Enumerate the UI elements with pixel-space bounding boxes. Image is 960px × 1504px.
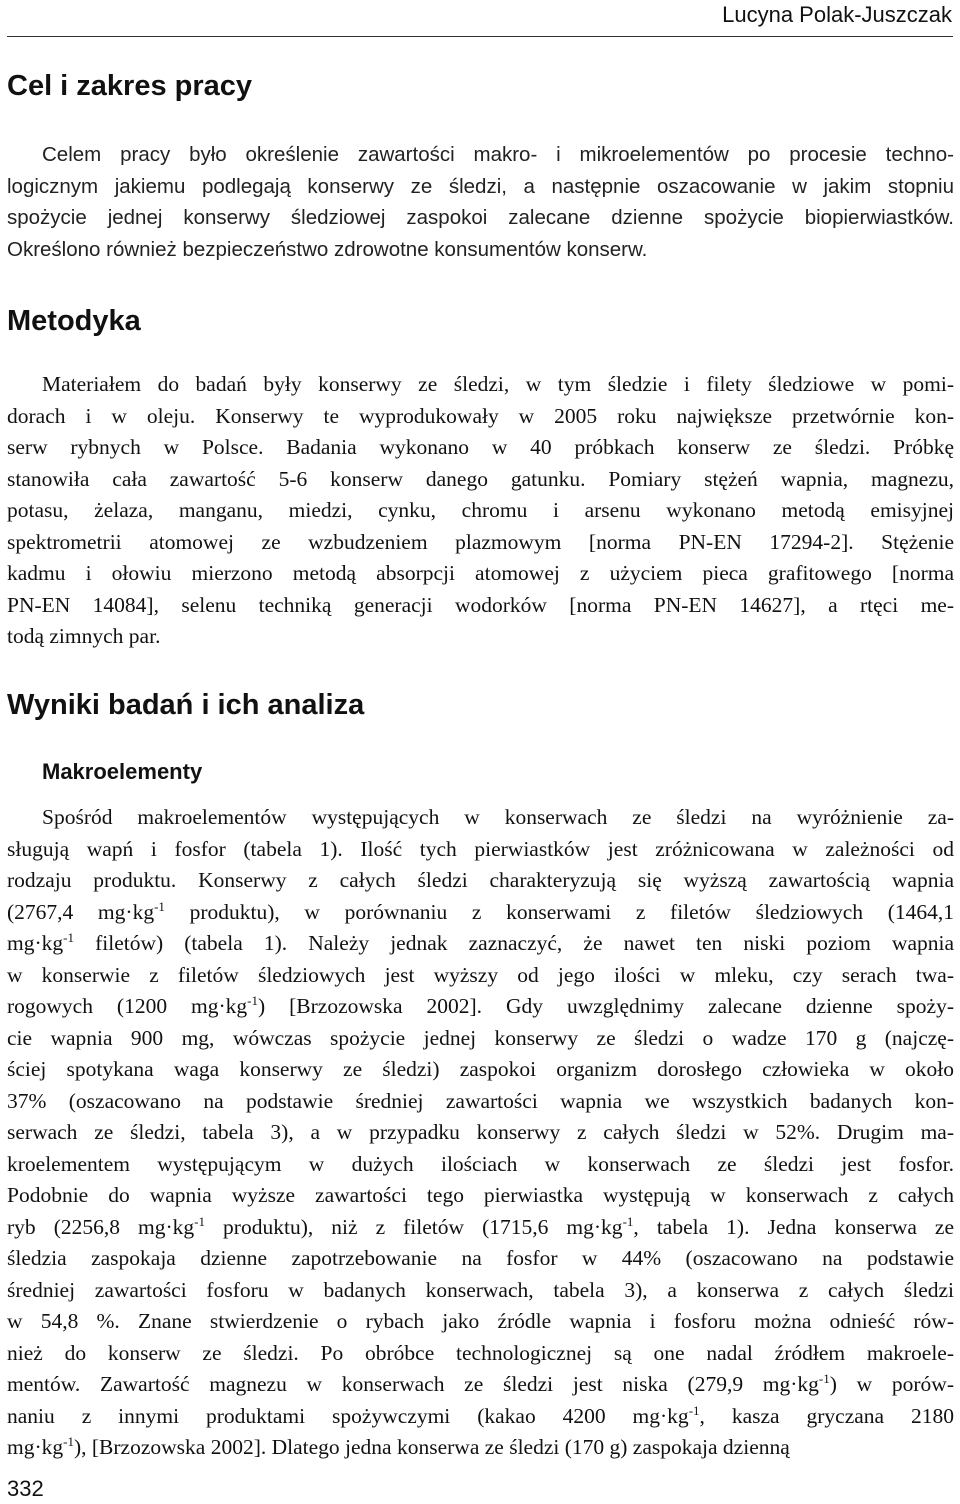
text-run: ryb (2256,8 mg·kg <box>7 1214 195 1239</box>
text-line: Celem pracy było określenie zawartości makro- i mikroelementów po procesie techno- <box>42 143 954 166</box>
text-run: ), [Brzozowska 2002]. Dlatego jedna konserwa ze śledzi (170 g) zaspokaja dzienną <box>73 1435 790 1459</box>
running-head-author: Lucyna Polak-Juszczak <box>722 2 952 27</box>
text-run: filetów) (tabela 1). Należy jednak zaznaczyć, że nawet ten niski poziom wapnia <box>73 931 954 955</box>
text-run: , tabela 1). Jedna konserwa ze <box>633 1214 955 1239</box>
text-run: ) w porów- <box>829 1372 954 1396</box>
text-line: w 54,8 %. Znane stwierdzenie o rybach jako źródle wapnia i fosforu można odnieść rów- <box>7 1309 954 1333</box>
text-run: produktu), niż z filetów (1715,6 mg·kg <box>205 1214 623 1239</box>
section-heading-aim: Cel i zakres pracy <box>7 70 253 102</box>
page-number: 332 <box>7 1476 44 1501</box>
superscript: -1 <box>63 929 74 945</box>
text-line: rodzaju produktu. Konserwy z całych śledzi charakteryzują się wyższą zawartością wapnia <box>7 868 954 892</box>
superscript: -1 <box>154 898 165 914</box>
text-line: ściej spotykana waga konserwy ze śledzi) zaspokoi organizm dorosłego człowieka w około <box>7 1057 954 1081</box>
text-run: produktu), w porównaniu z konserwami z filetów śledziowych (1464,1 <box>164 899 954 924</box>
text-line: Określono również bezpieczeństwo zdrowotne konsumentów konserw. <box>7 237 648 261</box>
text-line: sługują wapń i fosfor (tabela 1). Ilość tych pierwiastków jest zróżnicowana w zależności od <box>7 836 954 861</box>
text-line: Materiałem do badań były konserwy ze śledzi, w tym śledzie i filety śledziowe w pomi- <box>42 372 954 396</box>
text-line <box>7 1432 954 1464</box>
text-run: , kasza gryczana 2180 <box>699 1403 955 1428</box>
subsection-heading-macroelements: Makroelementy <box>42 759 203 784</box>
text-line <box>7 928 954 960</box>
superscript: -1 <box>247 992 259 1008</box>
superscript: -1 <box>194 1213 206 1229</box>
text-line: 37% (oszacowano na podstawie średniej zawartości wapnia we wszystkich badanych kon- <box>7 1088 954 1113</box>
superscript: -1 <box>688 1402 700 1418</box>
text-line <box>7 1401 954 1433</box>
text-run: ) [Brzozowska 2002]. Gdy uwzględnimy zalecane dzienne spoży- <box>258 994 954 1018</box>
text-line: cie wapnia 900 mg, wówczas spożycie jednej konserwy ze śledzi o wadze 170 g (najczę- <box>7 1025 954 1050</box>
superscript: -1 <box>622 1213 634 1229</box>
text-line: średniej zawartości fosforu w badanych konserwach, tabela 3), a konserwa z całych śledzi <box>7 1277 954 1302</box>
header-rule <box>7 36 953 37</box>
section-heading-methods: Metodyka <box>7 305 141 337</box>
text-line: logicznym jakiemu podlegają konserwy ze śledzi, a następnie oszacowanie w jakim stopniu <box>7 174 954 198</box>
text-line: stanowiła cała zawartość 5-6 konserw danego gatunku. Pomiary stężeń wapnia, magnezu, <box>7 466 954 491</box>
paragraph-methods <box>7 369 954 653</box>
text-line <box>7 897 954 929</box>
paragraph-results <box>7 802 954 1464</box>
text-line: Podobnie do wapnia wyższe zawartości tego pierwiastka występują w konserwach z całych <box>7 1183 954 1207</box>
paragraph-aim <box>7 139 954 265</box>
text-line: todą zimnych par. <box>7 624 161 648</box>
text-line: spektrometrii atomowej ze wzbudzeniem plazmowym [norma PN-EN 17294-2]. Stężenie <box>7 529 954 554</box>
text-line: serw rybnych w Polsce. Badania wykonano w 40 próbkach konserw ze śledzi. Próbkę <box>7 435 954 459</box>
text-run: naniu z innymi produktami spożywczymi (kakao 4200 mg·kg <box>7 1403 689 1428</box>
text-run: mg·kg <box>7 931 64 955</box>
text-line: kadmu i ołowiu mierzono metodą absorpcji atomowej z użyciem pieca grafitowego [norma <box>7 561 954 585</box>
text-line: serwach ze śledzi, tabela 3), a w przypadku konserwy z całych śledzi w 52%. Drugim ma- <box>7 1120 954 1144</box>
text-line <box>7 991 954 1023</box>
text-line: dorach i w oleju. Konserwy te wyprodukowały w 2005 roku największe przetwórnie kon- <box>7 403 954 428</box>
text-line: w konserwie z filetów śledziowych jest wyższy od jego ilości w mleku, czy serach twa- <box>7 962 954 987</box>
text-line: spożycie jednej konserwy śledziowej zaspokoi zalecane dzienne spożycie biopierwiastków. <box>7 206 954 229</box>
text-line: Spośród makroelementów występujących w konserwach ze śledzi na wyróżnienie za- <box>42 805 954 829</box>
text-line: nież do konserw ze śledzi. Po obróbce technologicznej są one nadal źródłem makroele- <box>7 1340 954 1365</box>
text-line <box>7 1369 954 1401</box>
section-heading-results: Wyniki badań i ich analiza <box>7 689 365 721</box>
text-run: (2767,4 mg·kg <box>7 899 155 924</box>
superscript: -1 <box>818 1370 830 1386</box>
text-run: rogowych (1200 mg·kg <box>7 994 248 1018</box>
text-line: potasu, żelaza, manganu, miedzi, cynku, chromu i arsenu wykonano metodą emisyjnej <box>7 498 954 522</box>
text-run: mg·kg <box>7 1435 64 1459</box>
superscript: -1 <box>63 1433 74 1449</box>
text-line: śledzia zaspokaja dzienne zapotrzebowanie na fosfor w 44% (oszacowano na podstawie <box>7 1246 954 1270</box>
text-line: kroelementem występującym w dużych ilościach w konserwach ze śledzi jest fosfor. <box>7 1151 954 1176</box>
text-line <box>7 1212 954 1244</box>
text-run: mentów. Zawartość magnezu w konserwach ze śledzi jest niska (279,9 mg·kg <box>7 1372 819 1396</box>
text-line: PN-EN 14084], selenu techniką generacji wodorków [norma PN-EN 14627], a rtęci me- <box>7 592 954 617</box>
